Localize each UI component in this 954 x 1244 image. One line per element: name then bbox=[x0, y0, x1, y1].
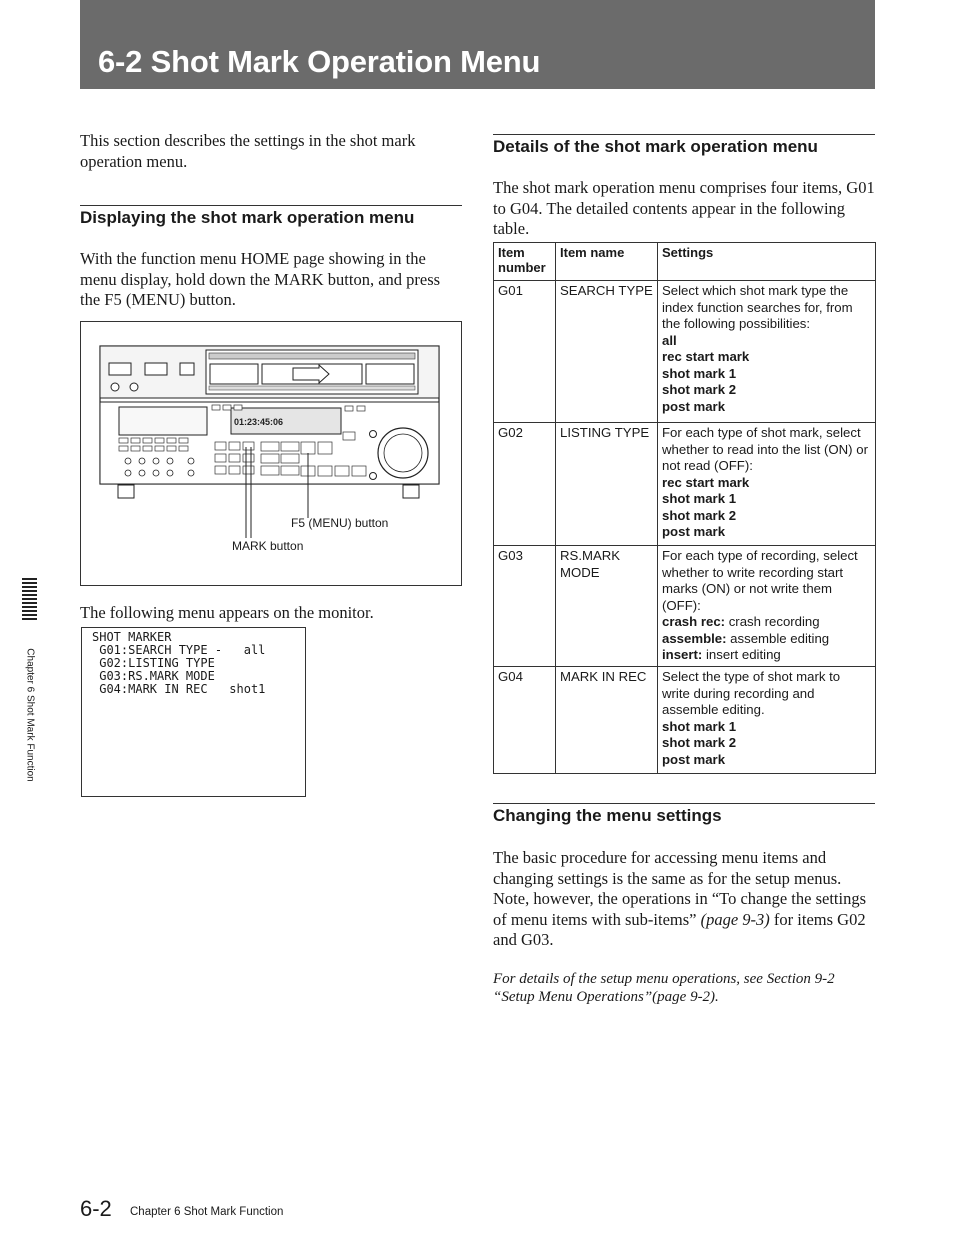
option: shot mark 2 bbox=[662, 735, 737, 750]
option bbox=[662, 631, 871, 648]
option-text: assemble editing bbox=[726, 630, 830, 646]
changing-paragraph bbox=[493, 848, 875, 951]
option-text: crash recording bbox=[725, 614, 820, 629]
menu-items-table bbox=[493, 242, 876, 774]
monitor-line: SHOT MARKER bbox=[92, 630, 172, 644]
item-number: G04 bbox=[494, 667, 556, 774]
item-name: MARK IN REC bbox=[556, 667, 658, 774]
page-title: 6-2 Shot Mark Operation Menu bbox=[98, 44, 541, 79]
option: shot mark 2 bbox=[662, 507, 737, 523]
page-number: 6-2 bbox=[80, 1196, 112, 1221]
option: shot mark 1 bbox=[662, 718, 737, 734]
option: shot mark 1 bbox=[662, 365, 737, 381]
option-label: assemble: bbox=[662, 630, 727, 646]
option bbox=[662, 647, 871, 664]
table-row bbox=[494, 546, 876, 667]
page-reference-link[interactable]: (page 9-3) bbox=[700, 909, 770, 929]
header-settings: Settings bbox=[658, 243, 876, 281]
header-item-name: Item name bbox=[556, 243, 658, 281]
option: shot mark 1 bbox=[662, 491, 737, 506]
item-name: RS.MARK MODE bbox=[556, 546, 658, 667]
item-number: G02 bbox=[494, 423, 556, 546]
monitor-intro: The following menu appears on the monitor. bbox=[80, 603, 374, 622]
settings-description: Select which shot mark type the index function searches for, from the following possibilities: bbox=[662, 283, 853, 331]
changing-heading: Changing the menu settings bbox=[493, 803, 875, 826]
item-name: SEARCH TYPE bbox=[556, 281, 658, 423]
monitor-line: G03:RS.MARK MODE bbox=[92, 669, 215, 683]
option-label: crash rec: bbox=[662, 614, 726, 629]
option: rec start mark bbox=[662, 474, 750, 490]
f5-menu-button-callout: F5 (MENU) button bbox=[291, 516, 389, 530]
monitor-display bbox=[81, 627, 306, 797]
option bbox=[662, 614, 871, 631]
settings-description: For each type of recording, select whether to write recording start marks (ON) or not write them (OFF): bbox=[662, 548, 858, 613]
footer-chapter: Chapter 6 Shot Mark Function bbox=[130, 1206, 284, 1218]
table-row bbox=[494, 281, 876, 423]
table-header-row bbox=[494, 243, 876, 281]
setup-note: For details of the setup menu operations, see Section 9-2 “Setup Menu Operations”(page 9-2). bbox=[493, 971, 835, 1005]
displaying-paragraph: With the function menu HOME page showing in the menu display, hold down the MARK button, and press the F5 (MENU) button. bbox=[80, 249, 441, 309]
option: post mark bbox=[662, 751, 726, 767]
details-paragraph: The shot mark operation menu comprises four items, G01 to G04. The detailed contents appear in the following table. bbox=[493, 178, 875, 238]
changing-text-1: The basic procedure for accessing menu items and changing settings is the same as for the setup menus. Note, however, the operations in “To change the settings of menu items with sub-items” bbox=[493, 848, 866, 929]
option: all bbox=[662, 332, 677, 348]
option-text: insert editing bbox=[702, 647, 781, 662]
displaying-heading: Displaying the shot mark operation menu bbox=[80, 205, 462, 228]
table-row bbox=[494, 423, 876, 546]
item-number: G01 bbox=[494, 281, 556, 423]
option-label: insert: bbox=[662, 647, 703, 662]
item-number: G03 bbox=[494, 546, 556, 667]
chapter-thumb-tab bbox=[22, 578, 37, 620]
settings-description: Select the type of shot mark to write during recording and assemble editing. bbox=[662, 669, 841, 717]
table-row bbox=[494, 667, 876, 774]
header-bar bbox=[80, 0, 875, 89]
item-settings bbox=[658, 423, 876, 546]
option: shot mark 2 bbox=[662, 382, 737, 397]
mark-button-callout: MARK button bbox=[232, 539, 304, 553]
settings-description: For each type of shot mark, select whether to read into the list (ON) or not read (OFF): bbox=[662, 425, 868, 473]
item-name: LISTING TYPE bbox=[556, 423, 658, 546]
option: post mark bbox=[662, 524, 726, 539]
item-settings bbox=[658, 667, 876, 774]
changing-text-2: for items G02 and G03. bbox=[493, 909, 866, 949]
monitor-line: G01:SEARCH TYPE - all bbox=[92, 643, 266, 657]
option: rec start mark bbox=[662, 349, 750, 364]
timecode-display: 01:23:45:06 bbox=[234, 417, 284, 427]
item-settings bbox=[658, 546, 876, 667]
intro-paragraph: This section describes the settings in the shot mark operation menu. bbox=[80, 131, 416, 171]
monitor-line: G04:MARK IN REC shot1 bbox=[92, 682, 266, 696]
monitor-line: G02:LISTING TYPE bbox=[92, 656, 215, 670]
header-item-number: Item number bbox=[494, 243, 556, 281]
item-settings bbox=[658, 281, 876, 423]
side-chapter-label: Chapter 6 Shot Mark Function bbox=[24, 648, 36, 782]
details-heading: Details of the shot mark operation menu bbox=[493, 134, 875, 157]
option: post mark bbox=[662, 398, 726, 414]
